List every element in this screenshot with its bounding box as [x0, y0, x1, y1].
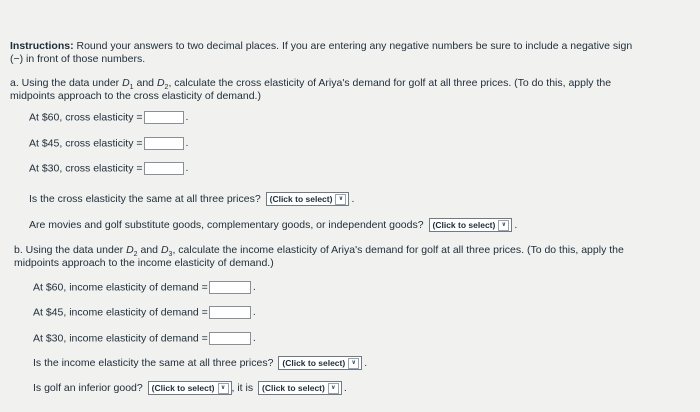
income-elasticity-same-select[interactable]: (Click to select) ∨: [278, 356, 362, 370]
instructions-line-1: [10, 40, 632, 53]
cross-elasticity-same-question: Is the cross elasticity the same at all three prices?: [29, 192, 261, 205]
cross-elasticity-60-row: At $60, cross elasticity = .: [29, 111, 189, 124]
goods-type-question: Are movies and golf substitute goods, complementary goods, or independent goods?: [29, 218, 424, 231]
chevron-down-icon: ∨: [348, 358, 359, 369]
cross-elasticity-45-row: At $45, cross elasticity = .: [29, 137, 189, 150]
income-elasticity-same-question: Is the income elasticity the same at all three prices?: [33, 356, 274, 369]
cross-elasticity-60-input[interactable]: [144, 111, 184, 124]
income-elasticity-same-row: Is the income elasticity the same at all three prices? (Click to select) ∨ .: [33, 356, 368, 369]
income-elasticity-30-input[interactable]: [209, 332, 251, 345]
chevron-down-icon: ∨: [328, 383, 339, 394]
goods-type-row: Are movies and golf substitute goods, complementary goods, or independent goods? (Click to select) ∨ .: [29, 218, 518, 231]
goods-type-select[interactable]: (Click to select) ∨: [429, 218, 513, 232]
part-a-intro-line-2: midpoints approach to the cross elasticity of demand.): [10, 90, 261, 102]
income-elasticity-60-label: At $60, income elasticity of demand =: [33, 281, 208, 294]
instructions-text: Round your answers to two decimal places. If you are entering any negative numbers be sure to include a negative sign: [73, 40, 633, 52]
cross-elasticity-same-select[interactable]: (Click to select) ∨: [266, 192, 350, 206]
cross-elasticity-45-input[interactable]: [144, 137, 184, 150]
income-elasticity-45-label: At $45, income elasticity of demand =: [33, 306, 208, 319]
good-type-select[interactable]: (Click to select) ∨: [258, 381, 342, 395]
chevron-down-icon: ∨: [335, 194, 346, 205]
part-a-intro-line-1: a. Using the data under $D_1$ and $D_2$, calculate the cross elasticity of Ariya's demand for golf at all three prices. (To do this, apply the: [10, 77, 612, 92]
part-b-intro-line-2: midpoints approach to the income elasticity of demand.): [14, 257, 274, 269]
part-b-intro-line-1: b. Using the data under $D_2$ and $D_3$, calculate the income elasticity of Ariya's demand for golf at all three prices. (To do this, apply the: [14, 244, 624, 259]
cross-elasticity-30-label: At $30, cross elasticity =: [29, 162, 143, 175]
income-elasticity-30-label: At $30, income elasticity of demand =: [33, 332, 208, 345]
income-elasticity-60-input[interactable]: [209, 281, 251, 294]
cross-elasticity-45-label: At $45, cross elasticity =: [29, 137, 143, 150]
income-elasticity-60-row: At $60, income elasticity of demand = .: [33, 281, 256, 294]
cross-elasticity-30-row: At $30, cross elasticity = .: [29, 162, 189, 175]
cross-elasticity-same-row: Is the cross elasticity the same at all three prices? (Click to select) ∨ .: [29, 192, 355, 205]
chevron-down-icon: ∨: [218, 383, 229, 394]
income-elasticity-30-row: At $30, income elasticity of demand = .: [33, 332, 256, 345]
instructions-line-2: (−) in front of those numbers.: [10, 53, 146, 65]
inferior-good-select[interactable]: (Click to select) ∨: [148, 381, 232, 395]
income-elasticity-45-input[interactable]: [209, 306, 251, 319]
it-is-text: , it is: [231, 381, 254, 394]
inferior-good-row: Is golf an inferior good? (Click to select) ∨ , it is (Click to select) ∨ .: [33, 381, 347, 394]
chevron-down-icon: ∨: [498, 220, 509, 231]
cross-elasticity-60-label: At $60, cross elasticity =: [29, 111, 143, 124]
inferior-good-question: Is golf an inferior good?: [33, 381, 143, 394]
cross-elasticity-30-input[interactable]: [144, 162, 184, 175]
instructions-label: Instructions:: [10, 40, 74, 52]
income-elasticity-45-row: At $45, income elasticity of demand = .: [33, 306, 256, 319]
